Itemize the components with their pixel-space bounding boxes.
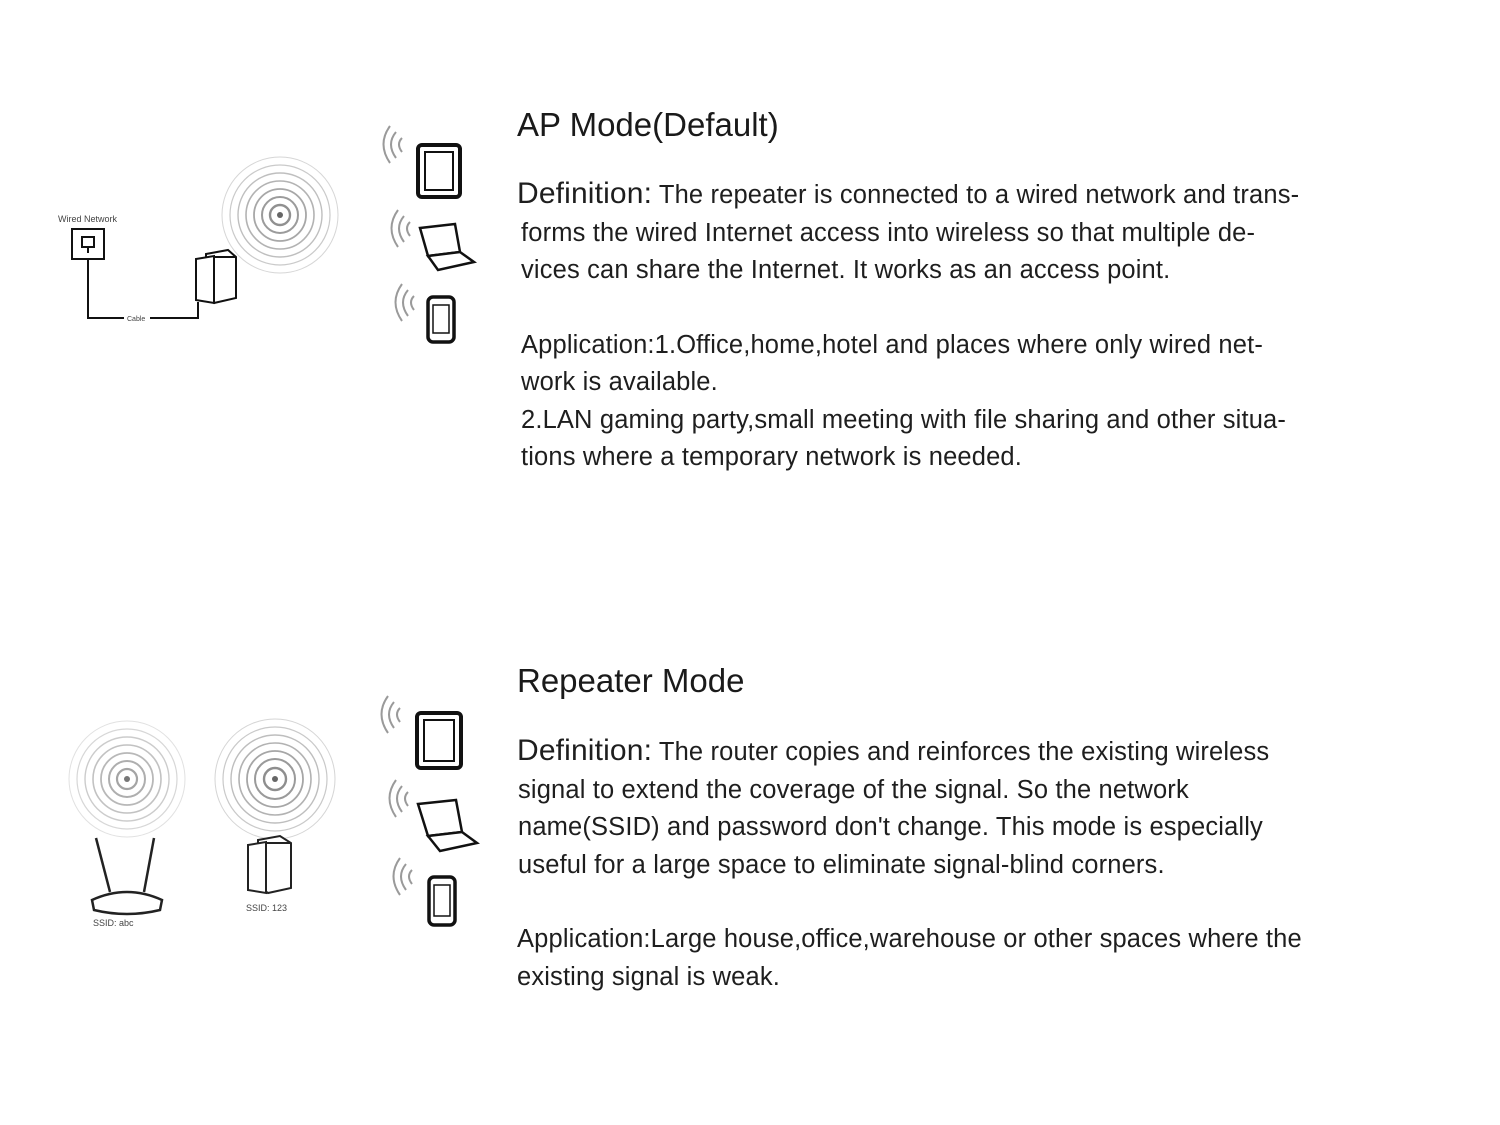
signal-rings-icon (69, 721, 185, 837)
ap-definition (517, 175, 1299, 290)
definition-line: signal to extend the coverage of the signal. So the network (518, 775, 1189, 804)
definition-line: The router copies and reinforces the existing wireless (658, 738, 1270, 766)
cable-label: Cable (127, 316, 146, 323)
router-ssid-label: SSID: abc (93, 918, 134, 928)
definition-line: useful for a large space to eliminate signal-blind corners. (518, 850, 1165, 879)
laptop-icon (418, 800, 477, 851)
tablet-icon (417, 713, 461, 768)
wall-label: Wired Network (58, 214, 118, 224)
wall-jack-icon (72, 229, 104, 259)
tablet-icon (418, 145, 460, 197)
definition-label: Definition: (517, 177, 653, 210)
definition-line: vices can share the Internet. It works as an access point. (521, 256, 1171, 284)
ap-mode-text (517, 105, 1299, 477)
ap-mode-title: AP Mode(Default) (517, 106, 779, 143)
repeater-application (517, 921, 1302, 996)
signal-rings-icon (222, 157, 338, 273)
laptop-icon (420, 224, 474, 270)
application-line: Application:1.Office,home,hotel and places where only wired net- (521, 330, 1263, 359)
wifi-waves-icon (382, 696, 413, 895)
application-line: tions where a temporary network is needed. (521, 443, 1022, 471)
repeater-mode-text (517, 661, 1302, 996)
repeater-mode-diagram (0, 560, 500, 1100)
repeater-mode-section (0, 560, 1500, 1080)
ap-mode-diagram (0, 0, 500, 540)
repeater-definition (517, 732, 1302, 884)
definition-line: The repeater is connected to a wired network and trans- (658, 181, 1300, 209)
application-line: existing signal is weak. (517, 962, 780, 991)
router-icon (92, 838, 162, 914)
definition-label: Definition: (517, 734, 653, 767)
application-line: Application:Large house,office,warehouse or other spaces where the (517, 925, 1302, 953)
application-line: 2.LAN gaming party,small meeting with file sharing and other situa- (521, 405, 1287, 434)
repeater-mode-title: Repeater Mode (517, 662, 745, 699)
ap-mode-section (0, 0, 1500, 540)
ap-application (517, 327, 1299, 477)
phone-icon (428, 297, 454, 342)
repeater-ssid-label: SSID: 123 (246, 903, 288, 913)
definition-line: name(SSID) and password don't change. This mode is especially (518, 813, 1263, 841)
signal-rings-icon (215, 719, 335, 839)
repeater-device-icon (196, 250, 236, 303)
phone-icon (429, 877, 455, 925)
definition-line: forms the wired Internet access into wireless so that multiple de- (521, 218, 1256, 247)
application-line: work is available. (521, 368, 718, 396)
repeater-device-icon (248, 836, 291, 893)
wifi-waves-icon (384, 126, 415, 321)
cable-line (88, 259, 198, 318)
